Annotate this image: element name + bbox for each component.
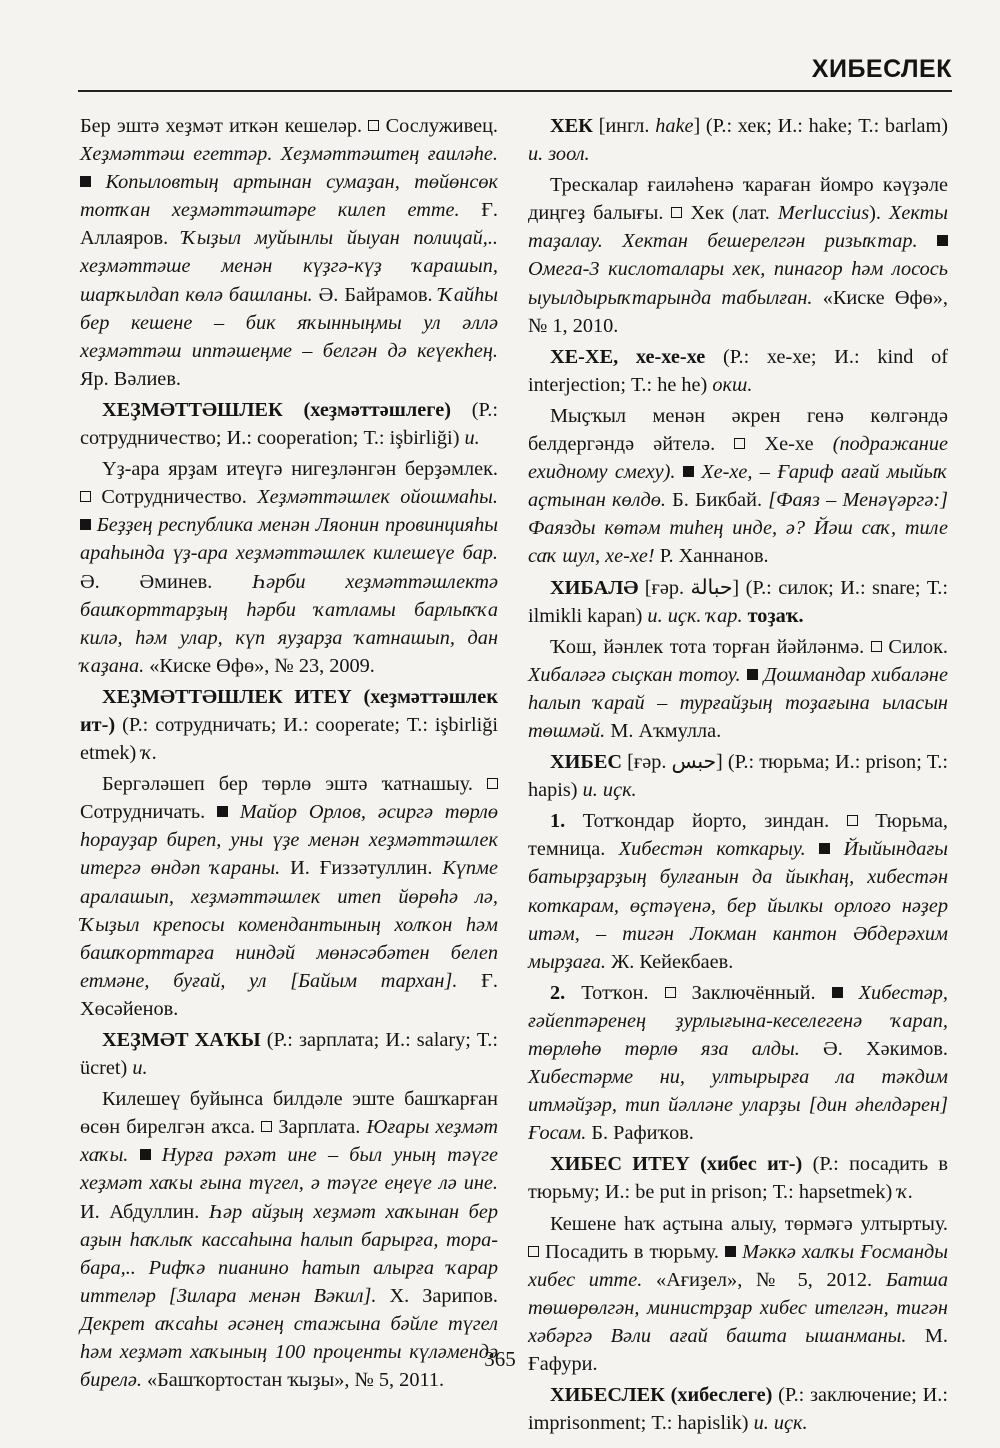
italic-text: Беҙҙең республика менән Ляонин провинцияһы араһында үҙ-ара хеҙмәттәшлек килешеүе бар. xyxy=(80,514,498,565)
italic-text: Хеҙмәттәш егеттәр. Хеҙмәттәштең ғаиләһе. xyxy=(80,143,498,166)
italic-text: Ҡыҙыл муйынлы йыуан полицай,.. хеҙмәттәше менән күҙгә-күҙ ҡарашып, шарҡылдап көлә башланы. xyxy=(80,227,499,306)
example-marker-icon xyxy=(832,987,843,998)
headword: ХИБЕС xyxy=(550,751,623,774)
italic-text: Мәккә халҡы Ғосманды хибес итте. xyxy=(528,1240,948,1291)
italic-text: Хибаләгә сыҫкан тотоу. xyxy=(528,663,741,686)
italic-text: Нурға рәхәт ине – был уның тәүге хеҙмәт хаҡы ғына түгел, ә тәүге еңеүе лә ине. xyxy=(80,1144,498,1195)
body-text: (Р.: сотрудничать; И.: cooperate; Т.: işbirliği etmek) xyxy=(80,713,498,765)
body-text xyxy=(830,838,843,860)
body-text: Килешеү буйынса билдәле эште башҡарған өсөн бирелгән аҡса. xyxy=(80,1088,498,1139)
body-text: «Киске Өфө», № 23, 2009. xyxy=(144,654,375,677)
dictionary-paragraph xyxy=(528,343,948,399)
body-text: Сотрудничество. xyxy=(91,486,258,509)
body-text: [ингл. xyxy=(592,115,656,137)
headword: 2. xyxy=(550,981,566,1004)
translation-marker-icon xyxy=(487,778,498,789)
body-text: И. Абдуллин. xyxy=(80,1200,209,1223)
body-text: Заключённый. xyxy=(675,981,832,1004)
body-text: Сотрудничать. xyxy=(80,801,217,824)
italic-text: ҡ. xyxy=(897,1181,914,1204)
body-text xyxy=(843,982,859,1004)
dictionary-paragraph xyxy=(528,979,948,1148)
body-text: Ғ. Хөсәйенов. xyxy=(80,969,498,1020)
italic-text: Күпме аралашып, хеҙмәттәшлек итеп йөрөһә лә, Ҡыҙыл крепосы комендантының холҡон һәм башҡорттарға ниндәй мөнәсәбәтен белеп етмәне, буғай, ул [Байым тархан]. xyxy=(80,857,498,992)
headword: ХЕҘМӘТ ХАҠЫ xyxy=(102,1029,261,1051)
body-text: «Киске Өфө», № 1, 2010. xyxy=(528,286,948,337)
headword: ХИБЕСЛЕК (хибеслеге) xyxy=(550,1384,773,1407)
italic-text: Декрет аҡсаһы әсәнең стажына бәйле түгел һәм хеҙмәт хаҡының 100 проценты күләмендә бирелә. xyxy=(80,1312,498,1392)
italic-text: Дошмандар хибаләне һалып ҡарай – турғайҙың тоҙағына ыласын төшмәй. xyxy=(528,663,948,742)
body-text: Трескалар ғаиләһенә ҡараған йомро кәүҙәле диңгеҙ балығы. xyxy=(528,174,948,225)
italic-text: и. иҫк. xyxy=(582,779,637,802)
body-text: Посадить в тюрьму. xyxy=(539,1240,726,1263)
italic-text: Хеҙмәттәшлек ойошмаһы. xyxy=(257,486,498,509)
body-text: [ғәр. حبالة] (Р.: силок; И.: snare; Т.: ilmikli kapan) xyxy=(528,576,948,627)
dictionary-paragraph xyxy=(80,770,498,1023)
dictionary-paragraph xyxy=(80,1026,498,1082)
dictionary-paragraph xyxy=(528,112,948,168)
body-text: Бер эштә хеҙмәт иткән кешеләр. xyxy=(80,115,369,137)
body-text: Кешене һаҡ аҫтына алыу, төрмәгә ултыртыу. xyxy=(550,1212,948,1235)
italic-text: Хибестәрме ни, ултырырға ла тәкдим итмәйҙәр, тип йәлләне уларҙы [дин әһелдәрен] Ғосам. xyxy=(528,1066,948,1145)
body-text: (Р.: посадить в тюрьму; И.: be put in prison; Т.: hapsetmek) xyxy=(528,1153,948,1204)
italic-text: и. xyxy=(464,427,480,450)
dictionary-paragraph xyxy=(80,112,498,393)
translation-marker-icon xyxy=(847,815,858,826)
body-text: Ҡош, йәнлек тота торған йәйләнмә. xyxy=(550,635,871,658)
translation-marker-icon xyxy=(368,120,379,131)
body-text: (Р.: хе-хе; И.: kind of interjection; Т.: he he) xyxy=(528,345,948,396)
italic-text: ҡ. xyxy=(141,742,158,765)
headword: тоҙаҡ. xyxy=(747,604,804,627)
headword: ХЕҘМӘТТӘШЛЕК ИТЕҮ (хеҙмәттәшлек ит-) xyxy=(80,685,498,736)
body-text: Мыҫҡыл менән әкрен генә көлгәндә белдергәндә әйтелә. xyxy=(528,404,948,456)
italic-text: и. xyxy=(132,1057,148,1080)
body-text: И. Ғиззәтуллин. xyxy=(280,857,443,880)
body-text: «Ағиҙел», № 5, 2012. xyxy=(642,1268,886,1291)
body-text: Тотҡон. xyxy=(565,981,665,1004)
body-text: Ә. Байрамов. xyxy=(312,283,439,306)
body-text: Зарплата. xyxy=(272,1116,367,1139)
dictionary-paragraph xyxy=(528,807,948,976)
dictionary-paragraph xyxy=(528,171,948,340)
headword: ХЕҘМӘТТӘШЛЕК (хеҙмәттәшлеге) xyxy=(102,398,451,421)
example-marker-icon xyxy=(747,669,758,680)
dictionary-paragraph xyxy=(528,1150,948,1206)
dictionary-paragraph xyxy=(528,633,948,745)
body-text xyxy=(128,1144,139,1166)
body-text: Тотҡондар йорто, зиндан. xyxy=(565,810,847,833)
body-text: (Р.: зарплата; И.: salary; Т.: ücret) xyxy=(80,1029,498,1080)
body-text: [ғәр. حبس] (Р.: тюрьма; И.: prison; Т.: hapis) xyxy=(528,751,948,802)
body-text: Яр. Вәлиев. xyxy=(80,367,181,390)
body-text: Б. Бикбай. xyxy=(665,489,769,512)
body-text: Хек (лат. xyxy=(682,202,778,225)
italic-text: Юғары хеҙмәт хаҡы. xyxy=(80,1116,498,1167)
italic-text: Хе-хе, – Ғариф ағай мыйыҡ аҫтынан көлдө. xyxy=(528,461,949,512)
headword: ХИБЕС ИТЕҮ (хибес ит-) xyxy=(550,1153,803,1176)
right-column xyxy=(528,112,948,1437)
italic-text: Хибестәр, ғәйептәренең ҙурлығына-кеселегенә ҡарап, төрлөһө төрлө яза алды. xyxy=(528,981,948,1060)
body-text xyxy=(91,171,105,193)
dictionary-paragraph xyxy=(528,402,948,571)
body-text: Ә. Әминев. xyxy=(80,570,253,593)
italic-text: (подражание ехидному смеху). xyxy=(528,433,949,484)
italic-text: Хекты таҙалау. Хектан бешерелгән ризыҡтар. xyxy=(528,202,948,253)
body-text: Үҙ-ара ярҙам итеүгә нигеҙләнгән берҙәмлек. xyxy=(102,458,498,481)
body-text: Тюрьма, темница. xyxy=(528,810,948,861)
body-text xyxy=(675,461,682,483)
translation-marker-icon xyxy=(871,641,882,652)
running-head-title: ХИБЕСЛЕК xyxy=(811,55,952,83)
body-text: Б. Рафиҡов. xyxy=(586,1122,694,1145)
dictionary-paragraph xyxy=(528,574,948,630)
dictionary-paragraph xyxy=(528,748,948,804)
dictionary-paragraph xyxy=(80,683,498,767)
italic-text: Ҡайһы бер кешене – бик яҡынныңмы ул әллә хеҙмәттәш иптәшеңме – белгән дә кеүекһең. xyxy=(80,283,498,362)
running-header xyxy=(78,50,952,92)
example-marker-icon xyxy=(80,176,91,187)
body-text: (Р.: сотрудничество; И.: cooperation; Т.: işbirliği) xyxy=(80,398,498,450)
italic-text: и. иҫк. ҡар. xyxy=(647,604,743,627)
body-text: Р. Ханнанов. xyxy=(654,545,769,568)
body-text: Ж. Кейекбаев. xyxy=(606,950,734,973)
italic-text: Йыйындағы батырҙарҙың булғанын да йыкһаң, хибестән коткарам, өҫтәүенә, бер йылкы орлоғо нәҙер итәм, – тигән Локман кантон Әбдерәхим мырҙаға. xyxy=(528,838,948,973)
translation-marker-icon xyxy=(734,438,745,449)
italic-text: [Фаяз – Менәүәргә:] Фаязды көтәм тиһең инде, ә? Йәш саҡ, тиле саҡ шул, хе-хе! xyxy=(528,489,948,568)
italic-text: Хибестән коткарыу. xyxy=(618,838,806,861)
body-text: Хе-хе xyxy=(745,433,833,456)
example-marker-icon xyxy=(140,1149,151,1160)
translation-marker-icon xyxy=(80,491,91,502)
italic-text: Һәр айҙың хеҙмәт хаҡынан бер аҙын һаҡлыҡ кассаһына һалып барырға, тора-бара,.. Рифҡә пианино һатып алырға ҡарар иттеләр [Зилара менән Вәкил]. xyxy=(80,1200,498,1307)
italic-text: Батша төшөрөлгән, министрҙар хибес ителгән, тигән хәбәргә Вәли ағай башта ышанманы. xyxy=(528,1268,949,1347)
body-text: (Р.: заключение; И.: imprisonment; Т.: hapislik) xyxy=(528,1384,948,1435)
body-text: Х. Зарипов. xyxy=(376,1284,499,1307)
body-text xyxy=(151,1144,162,1166)
body-text: «Башҡортостан ҡыҙы», № 5, 2011. xyxy=(141,1369,445,1392)
body-text: Бергәләшеп бер төрлө эштә ҡатнашыу. xyxy=(102,773,487,796)
italic-text: Майор Орлов, әсиргә төрлө һорауҙар биреп, уны үҙе менән хеҙмәттәшлек итергә өндәп ҡараны. xyxy=(80,801,499,880)
translation-marker-icon xyxy=(261,1121,272,1132)
body-text: Силок. xyxy=(881,635,948,658)
italic-text: Омега-3 кислоталары хек, пинагор һәм лосось ыуылдырыҡтарында табылған. xyxy=(528,258,948,309)
headword: ХИБАЛӘ xyxy=(550,576,639,599)
italic-text: и. зоол. xyxy=(528,143,590,166)
body-text xyxy=(228,801,240,823)
example-marker-icon xyxy=(683,466,694,477)
body-text: Ә. Хәкимов. xyxy=(799,1038,948,1060)
body-text xyxy=(806,838,819,860)
body-text: ). xyxy=(869,202,889,225)
body-text: ] (Р.: хек; И.: hake; Т.: barlam) xyxy=(693,115,948,137)
dictionary-paragraph xyxy=(528,1381,948,1437)
body-text: Сослуживец. xyxy=(379,115,498,137)
body-text: Ғ. Аллаяров. xyxy=(80,199,498,250)
example-marker-icon xyxy=(725,1246,736,1257)
translation-marker-icon xyxy=(528,1246,539,1257)
translation-marker-icon xyxy=(665,987,676,998)
dictionary-paragraph xyxy=(80,455,498,680)
page-number: 365 xyxy=(484,1347,516,1371)
italic-text: окш. xyxy=(712,373,753,396)
body-text: М. Аҡмулла. xyxy=(605,719,722,742)
example-marker-icon xyxy=(937,235,948,246)
body-text xyxy=(918,230,937,252)
headword: 1. xyxy=(550,810,566,833)
headword: ХЕ-ХЕ, хе-хе-хе xyxy=(550,345,706,368)
example-marker-icon xyxy=(80,519,91,530)
dictionary-paragraph xyxy=(80,396,498,452)
italic-text: Һәрби хеҙмәттәшлектә башҡорттарҙың һәрби ҡатламы барлыҡҡа килә, һәм улар, күп яуҙарҙа ҡатнашып, дан ҡаҙана. xyxy=(80,570,498,677)
italic-text: и. иҫк. xyxy=(753,1412,808,1435)
italic-text: Копыловтың артынан сумаҙан, төйөнсөк тотҡан хеҙмәттәштәре килеп етте. xyxy=(80,171,498,222)
italic-text: Merluccius xyxy=(777,202,870,225)
translation-marker-icon xyxy=(671,207,682,218)
left-column xyxy=(80,112,498,1394)
body-text: М. Ғафури. xyxy=(528,1324,948,1376)
example-marker-icon xyxy=(819,843,830,854)
italic-text: hake xyxy=(655,115,694,137)
example-marker-icon xyxy=(217,806,228,817)
headword: ХЕК xyxy=(550,115,593,137)
